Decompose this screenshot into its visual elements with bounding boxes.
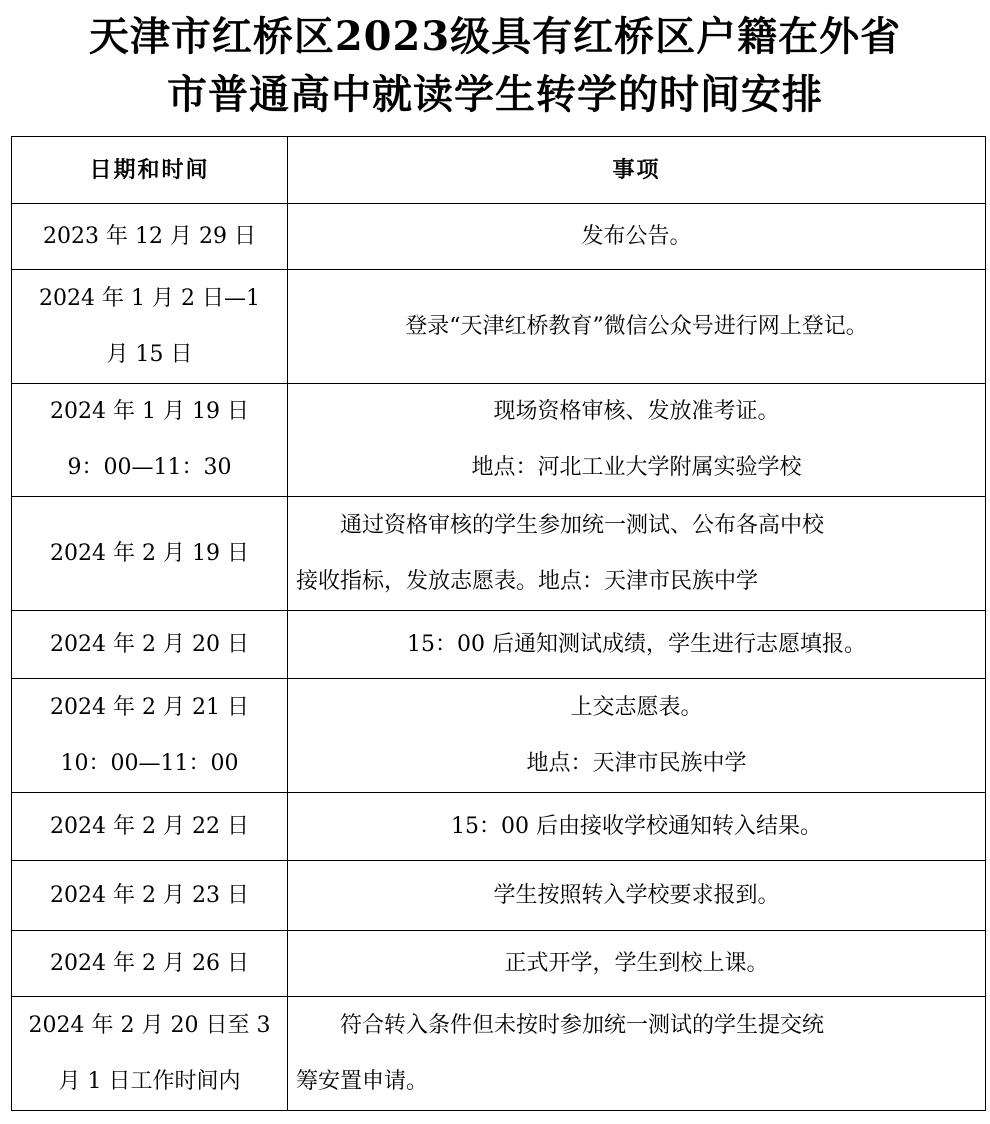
cell-item xyxy=(288,270,986,384)
table-row xyxy=(12,861,986,931)
table-row xyxy=(12,611,986,679)
item-line: 筹安置申请。 xyxy=(296,1068,429,1094)
item-line: 15：00 后通知测试成绩，学生进行志愿填报。 xyxy=(407,631,866,657)
cell-date xyxy=(12,997,288,1111)
cell-item xyxy=(288,384,986,497)
date-line: 2024 年 2 月 26 日 xyxy=(50,950,249,976)
table-row xyxy=(12,204,986,270)
table-row xyxy=(12,931,986,997)
cell-date xyxy=(12,270,288,384)
table-row xyxy=(12,997,986,1111)
cell-date xyxy=(12,793,288,861)
cell-date xyxy=(12,384,288,497)
schedule-rows xyxy=(12,204,986,1111)
item-line: 地点：河北工业大学附属实验学校 xyxy=(471,455,802,480)
item-line: 发布公告。 xyxy=(581,223,692,249)
item-line: 接收指标，发放志愿表。地点：天津市民族中学 xyxy=(296,568,759,594)
item-line: 地点：天津市民族中学 xyxy=(526,750,747,776)
header-date: 日期和时间 xyxy=(12,137,288,204)
item-line: 上交志愿表。 xyxy=(570,694,703,720)
item-line: 符合转入条件但未按时参加统一测试的学生提交统 xyxy=(340,1012,825,1038)
cell-date xyxy=(12,931,288,997)
date-line: 2024 年 2 月 20 日至 3 xyxy=(28,1012,271,1038)
date-line: 2024 年 2 月 20 日 xyxy=(50,631,249,657)
schedule-table xyxy=(11,136,986,1111)
cell-item xyxy=(288,611,986,679)
date-line: 2024 年 1 月 19 日 xyxy=(50,399,249,424)
item-line: 现场资格审核、发放准考证。 xyxy=(493,399,780,424)
table-row xyxy=(12,679,986,793)
cell-item xyxy=(288,497,986,611)
cell-date xyxy=(12,611,288,679)
cell-item xyxy=(288,997,986,1111)
table-row xyxy=(12,270,986,384)
item-line: 15：00 后由接收学校通知转入结果。 xyxy=(451,813,822,839)
date-line: 2023 年 12 月 29 日 xyxy=(43,223,256,249)
cell-item xyxy=(288,931,986,997)
cell-item xyxy=(288,204,986,270)
date-line: 2024 年 1 月 2 日—1 xyxy=(39,285,260,311)
cell-date xyxy=(12,497,288,611)
title-line-2: 市普通高中就读学生转学的时间安排 xyxy=(167,71,823,118)
date-line: 2024 年 2 月 19 日 xyxy=(50,540,249,566)
table-row xyxy=(12,793,986,861)
document-title xyxy=(0,8,990,124)
date-line: 2024 年 2 月 21 日 xyxy=(50,694,249,720)
date-line: 10：00—11：00 xyxy=(60,750,239,776)
cell-item xyxy=(288,861,986,931)
cell-date xyxy=(12,679,288,793)
item-line: 正式开学，学生到校上课。 xyxy=(504,950,769,976)
header-item: 事项 xyxy=(288,137,986,204)
date-line: 月 15 日 xyxy=(106,341,193,367)
table-row xyxy=(12,384,986,497)
cell-date xyxy=(12,204,288,270)
table-row xyxy=(12,497,986,611)
date-line: 月 1 日工作时间内 xyxy=(58,1068,241,1094)
date-line: 2024 年 2 月 22 日 xyxy=(50,813,249,839)
item-line: 登录“天津红桥教育”微信公众号进行网上登记。 xyxy=(405,313,868,339)
cell-item xyxy=(288,679,986,793)
table-header-row xyxy=(12,137,986,204)
date-line: 9：00—11：30 xyxy=(67,455,232,480)
item-line: 学生按照转入学校要求报到。 xyxy=(493,882,780,908)
title-line-1: 天津市红桥区2023级具有红桥区户籍在外省 xyxy=(88,13,902,60)
cell-item xyxy=(288,793,986,861)
cell-date xyxy=(12,861,288,931)
item-line: 通过资格审核的学生参加统一测试、公布各高中校 xyxy=(340,512,825,538)
date-line: 2024 年 2 月 23 日 xyxy=(50,882,249,908)
